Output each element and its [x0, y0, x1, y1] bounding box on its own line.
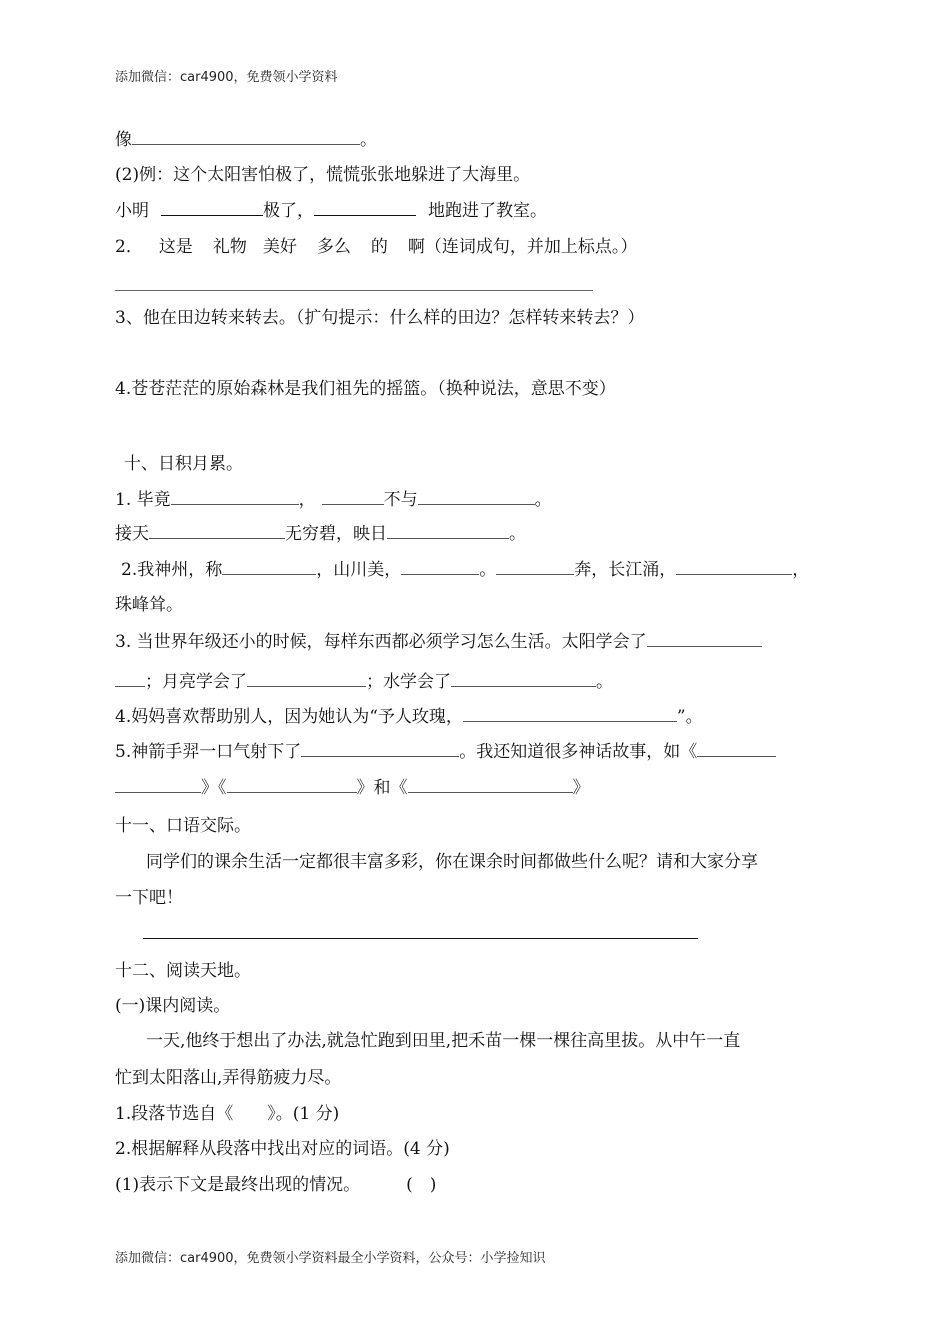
xiang-text: 像 — [115, 130, 132, 150]
s10-line3 — [121, 559, 809, 581]
s12-q1: 1.段落节选自《 》。(1 分) — [115, 1104, 340, 1124]
blank — [697, 741, 776, 757]
t: ，山川美， — [316, 560, 402, 580]
s12-q3 — [115, 1174, 436, 1196]
word: 这是 — [158, 237, 193, 257]
blank — [115, 777, 201, 793]
s10-line8 — [115, 741, 776, 763]
word: 礼物 — [212, 237, 247, 257]
s10-line6 — [115, 671, 613, 693]
q2-num: 2． — [115, 237, 143, 257]
s10-line7 — [115, 706, 703, 728]
xiang-end: 。 — [360, 130, 377, 150]
blank — [676, 559, 792, 575]
word: 美好 — [262, 237, 297, 257]
blank — [496, 559, 574, 575]
s10-line5 — [115, 631, 762, 653]
blank — [227, 777, 357, 793]
word: 啊（连词成句，并加上标点。） — [407, 237, 638, 257]
answer-paren: ( ) — [406, 1175, 437, 1195]
blank — [132, 129, 360, 145]
s11-para1: 同学们的课余生活一定都很丰富多彩，你在课余时间都做些什么呢？请和大家分享 — [146, 852, 758, 872]
blank — [115, 671, 145, 687]
t: 。 — [534, 490, 552, 510]
blank — [161, 200, 263, 216]
line-xiang — [115, 129, 377, 151]
t: ， — [298, 490, 316, 510]
s10-line4: 珠峰耸。 — [115, 595, 183, 615]
fill-xiaoming — [115, 200, 547, 222]
t: 》《 — [201, 778, 227, 798]
t: 不与 — [383, 490, 418, 510]
s12-para1: 一天,他终于想出了办法,就急忙跑到田里,把禾苗一棵一棵往高里拔。从中午一直 — [146, 1031, 741, 1051]
q2-words — [115, 236, 637, 258]
s12-subtitle: (一)课内阅读。 — [115, 996, 231, 1016]
blank — [647, 631, 762, 647]
t: 2.我神州，称 — [121, 560, 223, 580]
blank — [222, 559, 316, 575]
s12-para2: 忙到太阳落山,弄得筋疲力尽。 — [115, 1068, 342, 1088]
example-2: (2)例：这个太阳害怕极了，慌慌张张地躲进了大海里。 — [115, 165, 531, 185]
s10-line2 — [115, 523, 526, 545]
section-11-title: 十一、口语交际。 — [115, 816, 251, 836]
q4: 4.苍苍茫茫的原始森林是我们祖先的摇篮。（换种说法，意思不变） — [115, 379, 616, 399]
s11-para2: 一下吧！ — [115, 888, 183, 908]
t: ”。 — [676, 707, 703, 727]
t: 无穷碧，映日 — [285, 524, 387, 544]
t: 。 — [596, 672, 613, 692]
t: 3. 当世界年级还小的时候，每样东西都必须学习怎么生活。太阳学会了 — [115, 632, 647, 652]
t: 4.妈妈喜欢帮助别人，因为她认为“予人玫瑰， — [115, 707, 463, 727]
section-10-title: 十、日积月累。 — [124, 454, 243, 474]
s10-line1 — [115, 489, 552, 511]
t: 》 — [572, 778, 590, 798]
blank — [418, 489, 535, 505]
blank — [408, 777, 573, 793]
blank — [463, 706, 677, 722]
s10-line9 — [115, 777, 590, 799]
blank — [301, 741, 459, 757]
t: (1)表示下文是最终出现的情况。 — [115, 1175, 361, 1195]
t: 1. 毕竟 — [115, 490, 171, 510]
blank — [149, 523, 285, 539]
q3: 3、他在田边转来转去。（扩句提示：什么样的田边？怎样转来转去？） — [115, 308, 645, 328]
t: 。 — [509, 524, 526, 544]
blank — [247, 671, 366, 687]
fill-b: 极了， — [263, 201, 314, 221]
answer-line — [115, 290, 593, 291]
word: 的 — [370, 237, 388, 257]
t: ， — [792, 560, 810, 580]
fill-a: 小明 — [115, 201, 149, 221]
t: 》和《 — [356, 778, 408, 798]
blank — [401, 559, 479, 575]
t: 接天 — [115, 524, 149, 544]
answer-line — [143, 938, 698, 939]
page-header: 添加微信：car4900，免费领小学资料 — [115, 70, 338, 85]
t: 。我还知道很多神话故事，如《 — [459, 742, 698, 762]
t: 5.神箭手羿一口气射下了 — [115, 742, 302, 762]
blank — [451, 671, 596, 687]
s12-q2: 2.根据解释从段落中找出对应的词语。(4 分) — [115, 1139, 450, 1159]
blank — [314, 200, 416, 216]
page-footer: 添加微信：car4900，免费领小学资料最全小学资料，公众号：小学捡知识 — [115, 1251, 546, 1266]
section-12-title: 十二、阅读天地。 — [115, 961, 251, 981]
blank — [387, 523, 509, 539]
blank — [171, 489, 299, 505]
fill-c: 地跑进了教室。 — [428, 201, 547, 221]
t: 。 — [479, 560, 497, 580]
t: 奔，长江涌， — [574, 560, 677, 580]
blank — [322, 489, 384, 505]
t: ；月亮学会了 — [145, 672, 247, 692]
t: ；水学会了 — [366, 672, 451, 692]
word: 多么 — [316, 237, 351, 257]
